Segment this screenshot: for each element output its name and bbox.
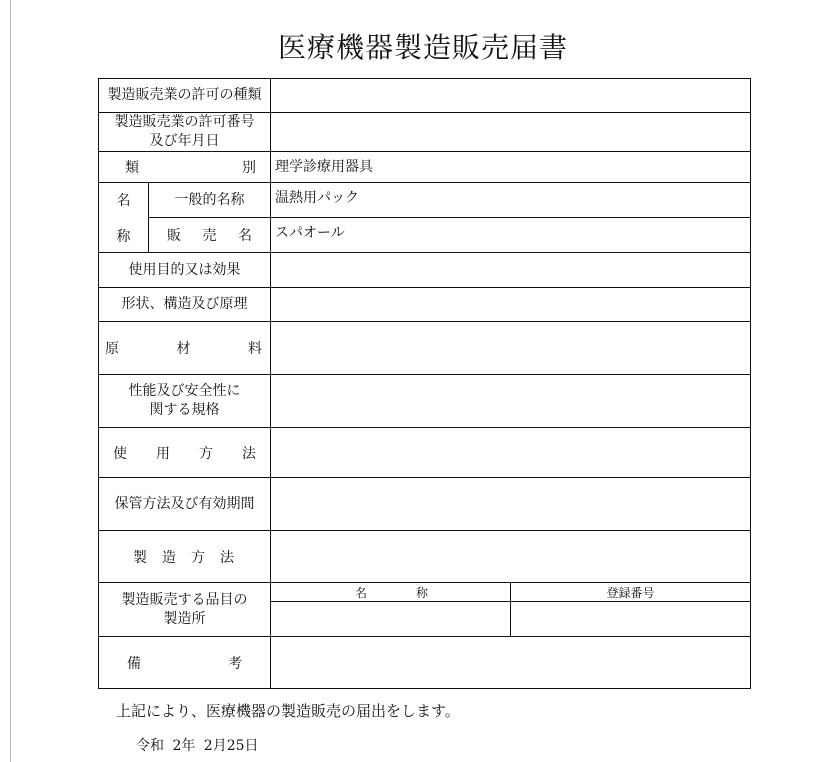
sites-col-name-char2: 称	[415, 585, 428, 600]
label-sales-name-char3: 名	[238, 228, 252, 244]
label-usage-char1: 使	[113, 445, 127, 462]
field-storage[interactable]	[271, 478, 751, 531]
field-usage[interactable]	[271, 428, 751, 478]
label-general-name: 一般的名称	[149, 183, 271, 218]
row-category	[99, 152, 751, 183]
label-sales-name-char2: 売	[202, 228, 217, 244]
label-license-number-line2: 及び年月日	[149, 133, 220, 149]
row-sales-name	[99, 218, 751, 253]
label-license-number-line1: 製造販売業の許可番号	[114, 114, 255, 130]
row-shape	[99, 288, 751, 322]
label-manufacturing	[99, 531, 271, 583]
field-materials[interactable]	[271, 322, 751, 375]
label-manufacturing-char4: 法	[220, 549, 234, 566]
label-shape: 形状、構造及び原理	[99, 288, 271, 322]
label-sales-name-char1: 販	[167, 228, 181, 244]
submission-date: 令和 2年 2月25日	[136, 738, 259, 754]
label-category-char1: 類	[125, 160, 139, 176]
label-name-char2: 称	[116, 228, 131, 245]
label-category-char2: 別	[242, 160, 256, 176]
row-purpose	[99, 253, 751, 288]
label-materials-char3: 料	[248, 341, 262, 357]
row-materials	[99, 322, 751, 375]
row-license-type	[99, 79, 751, 113]
label-materials-char2: 材	[176, 341, 191, 357]
field-general-name[interactable]: 温熱用パック	[271, 183, 751, 218]
label-storage: 保管方法及び有効期間	[99, 478, 271, 531]
row-license-number	[99, 113, 751, 152]
row-general-name	[99, 183, 751, 218]
label-remarks-char1: 備	[127, 655, 141, 672]
field-remarks[interactable]	[271, 637, 751, 689]
sites-subtable-cell	[271, 583, 751, 637]
label-performance-line2: 関する規格	[149, 402, 220, 418]
field-license-number[interactable]	[271, 113, 751, 152]
field-manufacturing[interactable]	[271, 531, 751, 583]
label-remarks	[99, 637, 271, 689]
row-manufacturing	[99, 531, 751, 583]
label-sites-line2: 製造所	[163, 610, 206, 627]
field-site-name[interactable]	[271, 602, 511, 637]
row-usage	[99, 428, 751, 478]
label-usage-char4: 法	[242, 445, 256, 462]
row-performance	[99, 375, 751, 428]
row-remarks	[99, 637, 751, 689]
page-edge-line	[10, 0, 11, 762]
label-sales-name	[149, 218, 271, 253]
sites-subtable	[271, 583, 750, 636]
label-license-type: 製造販売業の許可の種類	[99, 79, 271, 113]
field-license-type[interactable]	[271, 79, 751, 113]
label-manufacturing-char2: 造	[162, 549, 176, 566]
label-name-char1: 名	[116, 192, 131, 209]
field-purpose[interactable]	[271, 253, 751, 288]
label-license-number	[99, 113, 271, 152]
label-materials-char1: 原	[105, 341, 119, 357]
field-category[interactable]: 理学診療用器具	[271, 152, 751, 183]
field-site-reg[interactable]	[511, 602, 751, 637]
label-purpose: 使用目的又は効果	[99, 253, 271, 288]
field-shape[interactable]	[271, 288, 751, 322]
document-title: 医療機器製造販売届書	[277, 31, 568, 64]
label-sites	[99, 583, 271, 637]
label-performance	[99, 375, 271, 428]
row-storage	[99, 478, 751, 531]
notification-form	[98, 78, 751, 689]
label-name-group	[99, 183, 149, 253]
sites-col-name-char1: 名	[355, 585, 368, 600]
label-materials	[99, 322, 271, 375]
label-manufacturing-char3: 方	[191, 549, 205, 566]
footer-statement: 上記により、医療機器の製造販売の届出をします。	[116, 702, 460, 720]
label-remarks-char2: 考	[228, 655, 242, 672]
label-manufacturing-char1: 製	[133, 549, 147, 566]
label-performance-line1: 性能及び安全性に	[128, 383, 241, 399]
sites-col-reg: 登録番号	[511, 583, 751, 602]
label-usage-char3: 方	[199, 445, 213, 462]
label-sites-line1: 製造販売する品目の	[121, 591, 248, 608]
row-sites	[99, 583, 751, 637]
label-category	[99, 152, 271, 183]
label-usage	[99, 428, 271, 478]
sites-col-name	[271, 583, 511, 602]
field-sales-name[interactable]: スパオール	[271, 218, 751, 253]
field-performance[interactable]	[271, 375, 751, 428]
label-usage-char2: 用	[156, 445, 170, 462]
